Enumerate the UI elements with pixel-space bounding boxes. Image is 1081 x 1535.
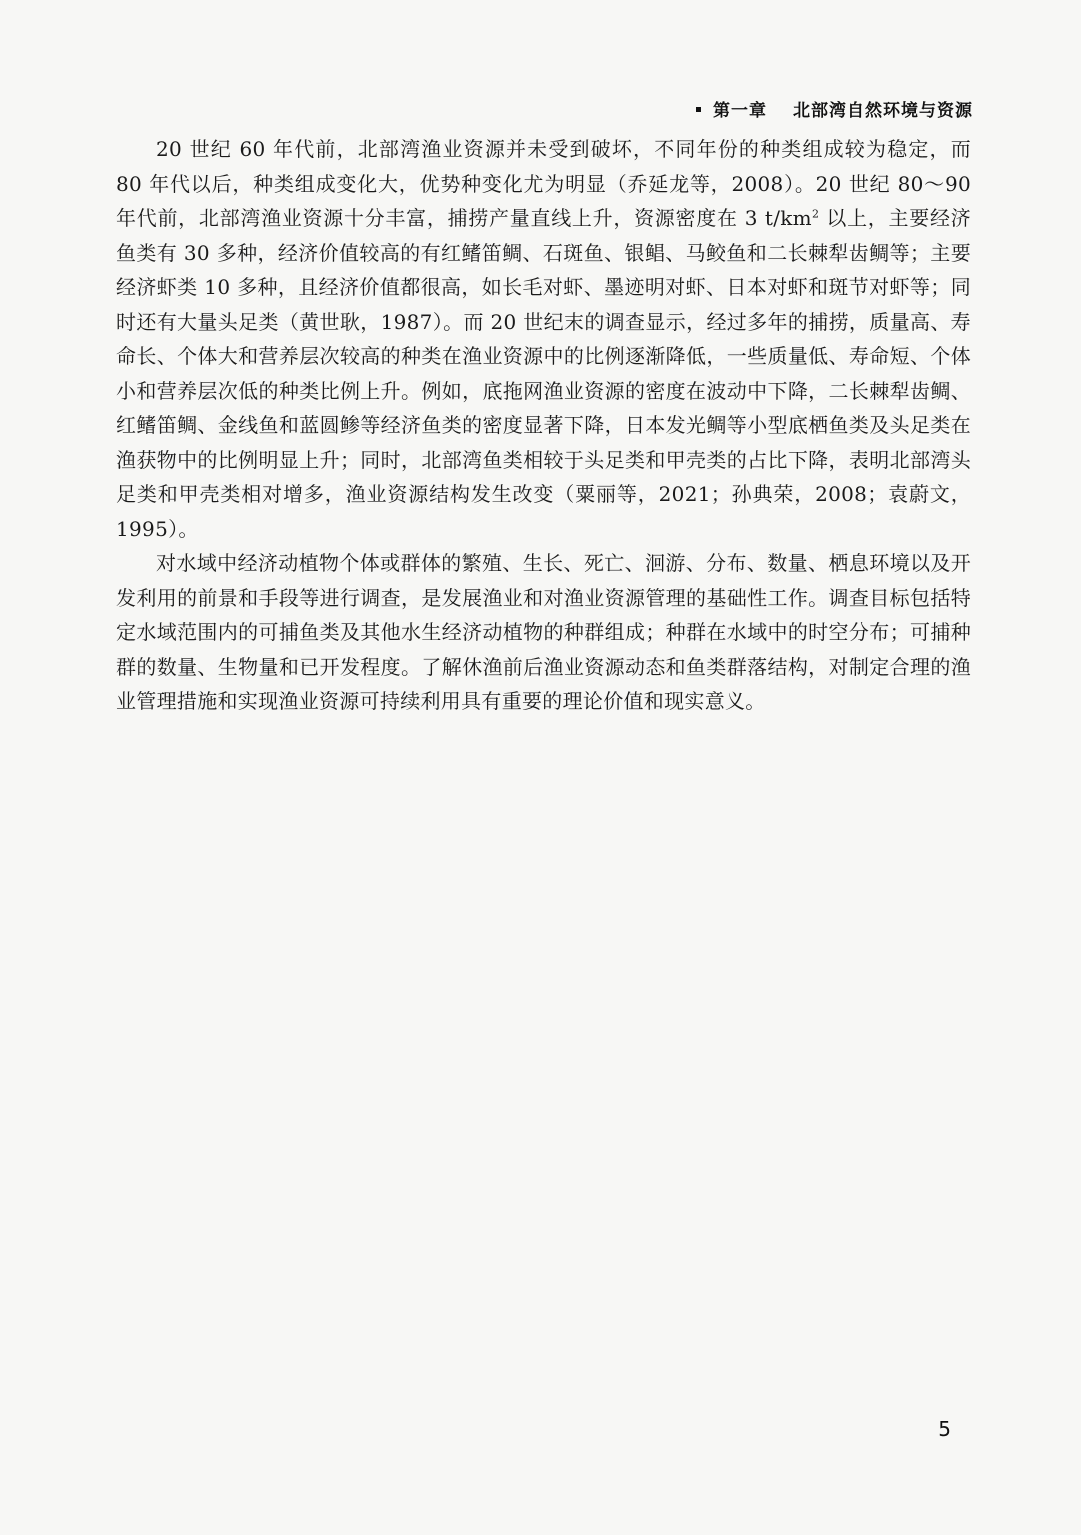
chapter-label: 第一章: [713, 101, 767, 121]
paragraph-2: 对水域中经济动植物个体或群体的繁殖、生长、死亡、洄游、分布、数量、栖息环境以及开发利用的前景和手段等进行调查，是发展渔业和对渔业资源管理的基础性工作。调查目标包括特定水域范围内的可捕鱼类及其他水生经济动植物的种群组成；种群在水域中的时空分布；可捕种群的数量、生物量和已开发程度。了解休渔前后渔业资源动态和鱼类群落结构，对制定合理的渔业管理措施和实现渔业资源可持续利用具有重要的理论价值和现实意义。: [116, 551, 971, 713]
paragraph-1-part-2: 以上，主要经济鱼类有 30 多种，经济价值较高的有红鳍笛鲷、石斑鱼、银鲳、马鲛鱼和二长棘犁齿鲷等；主要经济虾类 10 多种，且经济价值都很高，如长毛对虾、墨迹明对虾、日本对虾和斑节对虾等；同时还有大量头足类（黄世耿，1987）。而 20 世纪末的调查显示，经过多年的捕捞，质量高、寿命长、个体大和营养层次较高的种类在渔业资源中的比例逐渐降低，一些质量低、寿命短、个体小和营养层次低的种类比例上升。例如，底拖网渔业资源的密度在波动中下降，二长棘犁齿鲷、红鳍笛鲷、金线鱼和蓝圆鲹等经济鱼类的密度显著下降，日本发光鲷等小型底栖鱼类及头足类在渔获物中的比例明显上升；同时，北部湾鱼类相较于头足类和甲壳类的占比下降，表明北部湾头足类和甲壳类相对增多，渔业资源结构发生改变（粟丽等，2021；孙典荣，2008；袁蔚文，1995）。: [116, 206, 971, 541]
superscript-2: 2: [811, 207, 820, 221]
header-bullet-icon: [696, 107, 701, 112]
page-number: 5: [938, 1417, 951, 1441]
paragraph-1: [116, 132, 971, 546]
running-header: [696, 96, 973, 121]
paragraph-1-part-1: 20 世纪 60 年代前，北部湾渔业资源并未受到破坏，不同年份的种类组成较为稳定，而 80 年代以后，种类组成变化大，优势种变化尤为明显（乔延龙等，2008）。20 世纪 80～90 年代前，北部湾渔业资源十分丰富，捕捞产量直线上升，资源密度在 3 t/km: [116, 137, 971, 230]
body-text: [116, 132, 971, 719]
chapter-title: 北部湾自然环境与资源: [793, 101, 973, 121]
